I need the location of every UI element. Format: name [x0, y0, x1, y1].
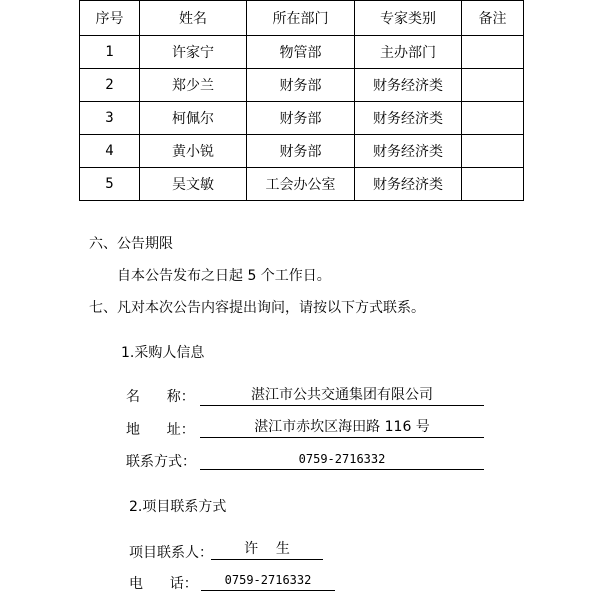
table-row [80, 168, 524, 201]
table-cell: 主办部门 [355, 36, 462, 69]
table-cell [462, 135, 524, 168]
project-contact-value: 许 生 [211, 539, 323, 560]
header-cell: 备注 [462, 1, 524, 36]
table-header-row [80, 1, 524, 36]
section7-heading: 七、凡对本次公告内容提出询问，请按以下方式联系。 [89, 300, 425, 316]
table-cell: 4 [80, 135, 140, 168]
project-contact-title: 2.项目联系方式 [129, 499, 227, 515]
buyer-phone-value: 0759-2716332 [200, 449, 484, 470]
table-cell [462, 168, 524, 201]
table-cell: 财务部 [247, 69, 355, 102]
table-cell: 财务经济类 [355, 135, 462, 168]
table-cell [462, 36, 524, 69]
table-cell: 财务经济类 [355, 168, 462, 201]
table-cell: 郑少兰 [140, 69, 247, 102]
table-cell: 黄小锐 [140, 135, 247, 168]
project-phone-label: 电 话： [129, 576, 198, 592]
table-cell: 3 [80, 102, 140, 135]
table-cell: 许家宁 [140, 36, 247, 69]
buyer-info-title: 1.采购人信息 [121, 345, 205, 361]
buyer-address-label: 地 址： [126, 422, 195, 438]
buyer-address-value: 湛江市赤坎区海田路 116 号 [200, 417, 484, 438]
buyer-name-value: 湛江市公共交通集团有限公司 [200, 385, 484, 406]
table-row [80, 69, 524, 102]
table-cell: 2 [80, 69, 140, 102]
table-cell: 5 [80, 168, 140, 201]
header-cell: 姓名 [140, 1, 247, 36]
table-cell: 工会办公室 [247, 168, 355, 201]
table-cell: 财务经济类 [355, 69, 462, 102]
table-cell [462, 102, 524, 135]
table-cell: 财务部 [247, 135, 355, 168]
table-row [80, 135, 524, 168]
table-row [80, 36, 524, 69]
header-cell: 专家类别 [355, 1, 462, 36]
table-cell: 财务部 [247, 102, 355, 135]
table-cell [462, 69, 524, 102]
header-cell: 所在部门 [247, 1, 355, 36]
table-cell: 柯佩尔 [140, 102, 247, 135]
table-cell: 财务经济类 [355, 102, 462, 135]
table-cell: 1 [80, 36, 140, 69]
buyer-name-label: 名 称： [126, 389, 195, 405]
project-phone-value: 0759-2716332 [201, 570, 335, 591]
table-cell: 物管部 [247, 36, 355, 69]
table-row [80, 102, 524, 135]
expert-table [79, 0, 524, 201]
project-contact-label: 项目联系人： [129, 545, 213, 561]
buyer-phone-label: 联系方式： [126, 454, 196, 470]
table-cell: 吴文敏 [140, 168, 247, 201]
header-cell: 序号 [80, 1, 140, 36]
section6-heading: 六、公告期限 [89, 236, 173, 252]
section6-body: 自本公告发布之日起 5 个工作日。 [117, 268, 331, 284]
